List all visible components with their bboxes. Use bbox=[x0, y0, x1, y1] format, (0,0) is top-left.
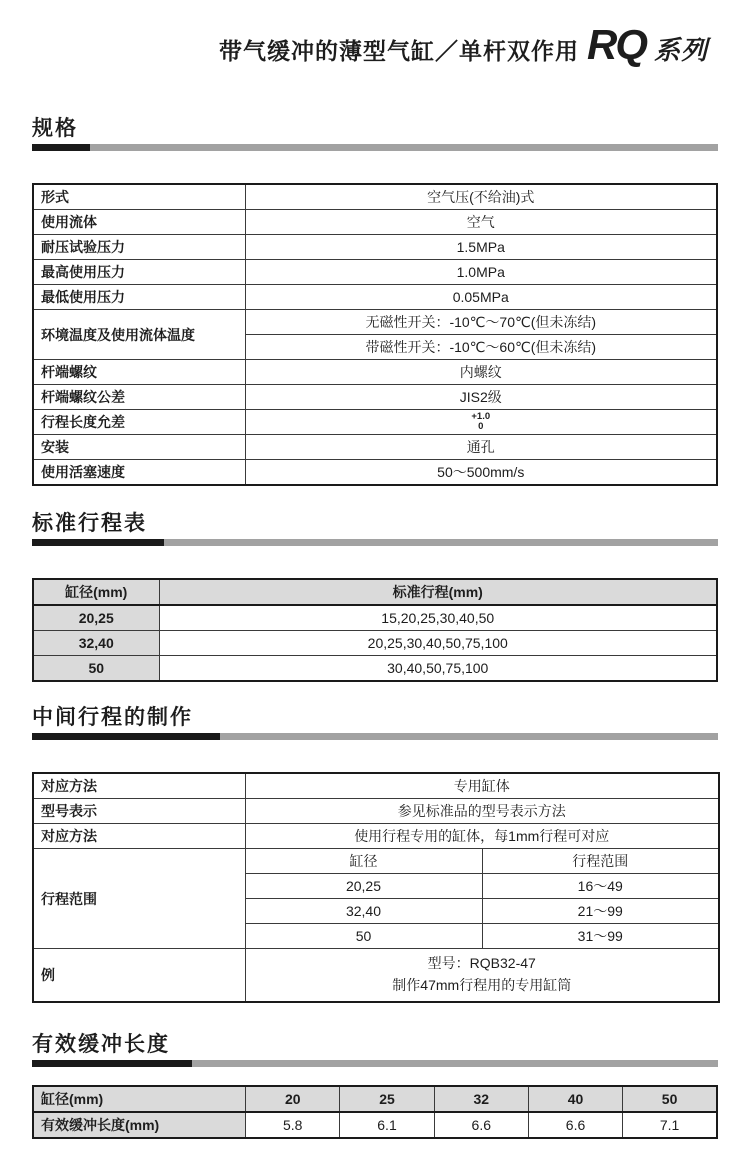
table-row bbox=[33, 360, 717, 385]
table-header-row bbox=[33, 579, 717, 605]
spec-row-label: 安装 bbox=[33, 435, 245, 460]
table-row bbox=[33, 385, 717, 410]
table-row bbox=[33, 435, 717, 460]
table-row bbox=[33, 1112, 717, 1138]
table-row bbox=[33, 949, 719, 1002]
section-standard-stroke bbox=[32, 512, 718, 682]
cushion-header-bore: 50 bbox=[623, 1086, 717, 1112]
intermediate-row-label: 型号表示 bbox=[33, 799, 245, 824]
spec-row-value: 空气压(不给油)式 bbox=[245, 184, 717, 210]
spec-row-value: 1.5MPa bbox=[245, 235, 717, 260]
spec-tolerance-value bbox=[245, 410, 717, 435]
table-row bbox=[33, 605, 717, 631]
section-intermediate-stroke bbox=[32, 706, 718, 1003]
range-row-bore: 32,40 bbox=[245, 899, 482, 924]
spec-row-label-stroke-tolerance: 行程长度允差 bbox=[33, 410, 245, 435]
intermediate-example-label: 例 bbox=[33, 949, 245, 1002]
table-row bbox=[33, 410, 717, 435]
stroke-row-strokes: 20,25,30,40,50,75,100 bbox=[159, 631, 717, 656]
range-col-header-bore: 缸径 bbox=[245, 849, 482, 874]
spec-temp-value-no-switch: 无磁性开关：-10℃～70℃(但未冻结) bbox=[245, 310, 717, 335]
section-underline-bar bbox=[32, 539, 718, 546]
table-row bbox=[33, 184, 717, 210]
spec-row-label: 最高使用压力 bbox=[33, 260, 245, 285]
tolerance-stack bbox=[471, 412, 490, 432]
range-col-header-range: 行程范围 bbox=[482, 849, 719, 874]
table-row bbox=[33, 285, 717, 310]
spec-row-label: 杆端螺纹公差 bbox=[33, 385, 245, 410]
cushion-value: 7.1 bbox=[623, 1112, 717, 1138]
stroke-row-bore: 32,40 bbox=[33, 631, 159, 656]
cushion-header-bore: 32 bbox=[434, 1086, 528, 1112]
spec-row-value: 1.0MPa bbox=[245, 260, 717, 285]
spec-row-value: JIS2级 bbox=[245, 385, 717, 410]
table-row bbox=[33, 460, 717, 486]
table-row bbox=[33, 773, 719, 799]
spec-row-value: 空气 bbox=[245, 210, 717, 235]
table-row bbox=[33, 235, 717, 260]
table-row bbox=[33, 631, 717, 656]
tolerance-lower: 0 bbox=[478, 421, 484, 433]
cushion-header-bore: 40 bbox=[528, 1086, 622, 1112]
table-row bbox=[33, 849, 719, 874]
range-row-range: 31～99 bbox=[482, 924, 719, 949]
section-heading-standard-stroke: 标准行程表 bbox=[32, 512, 147, 536]
section-heading-cushion: 有效缓冲长度 bbox=[32, 1032, 170, 1056]
cushion-value: 5.8 bbox=[246, 1112, 340, 1138]
table-row bbox=[33, 656, 717, 682]
cushion-value: 6.6 bbox=[434, 1112, 528, 1138]
cushion-header-bore-label: 缸径(mm) bbox=[33, 1086, 246, 1112]
section-underline-black-segment bbox=[32, 539, 164, 546]
intermediate-row-value: 参见标准品的型号表示方法 bbox=[245, 799, 719, 824]
spec-temp-value-with-switch: 带磁性开关：-10℃～60℃(但未冻结) bbox=[245, 335, 717, 360]
cushion-value: 6.1 bbox=[340, 1112, 434, 1138]
section-specs bbox=[32, 117, 718, 486]
example-description-line: 制作47mm行程用的专用缸筒 bbox=[392, 977, 572, 994]
stroke-col-header-stroke: 标准行程(mm) bbox=[159, 579, 717, 605]
table-row bbox=[33, 260, 717, 285]
title-series-code: RQ bbox=[586, 21, 646, 68]
stroke-row-strokes: 30,40,50,75,100 bbox=[159, 656, 717, 682]
spec-row-label: 杆端螺纹 bbox=[33, 360, 245, 385]
table-row bbox=[33, 824, 719, 849]
spec-row-value: 内螺纹 bbox=[245, 360, 717, 385]
example-model-line: 型号：RQB32-47 bbox=[427, 955, 536, 972]
section-underline-bar bbox=[32, 733, 718, 740]
intermediate-example-value bbox=[245, 949, 719, 1002]
intermediate-row-value: 使用行程专用的缸体，每1mm行程可对应 bbox=[245, 824, 719, 849]
spec-row-label: 形式 bbox=[33, 184, 245, 210]
spec-row-value: 0.05MPa bbox=[245, 285, 717, 310]
section-underline-black-segment bbox=[32, 144, 90, 151]
title-main-text: 带气缓冲的薄型气缸／单杆双作用 bbox=[218, 38, 579, 64]
intermediate-stroke-table bbox=[32, 772, 720, 1002]
section-heading-specs: 规格 bbox=[32, 117, 78, 140]
stroke-row-bore: 50 bbox=[33, 656, 159, 682]
page-title bbox=[0, 0, 750, 67]
stroke-col-header-bore: 缸径(mm) bbox=[33, 579, 159, 605]
specs-table bbox=[32, 183, 718, 486]
spec-row-label: 耐压试验压力 bbox=[33, 235, 245, 260]
intermediate-row-label: 对应方法 bbox=[33, 773, 245, 799]
spec-row-label: 使用流体 bbox=[33, 210, 245, 235]
intermediate-range-label: 行程范围 bbox=[33, 849, 245, 949]
section-underline-black-segment bbox=[32, 1060, 192, 1067]
tolerance-upper: +1.0 bbox=[471, 411, 491, 423]
spec-row-label: 使用活塞速度 bbox=[33, 460, 245, 486]
table-row bbox=[33, 210, 717, 235]
range-row-range: 16～49 bbox=[482, 874, 719, 899]
intermediate-row-value: 专用缸体 bbox=[245, 773, 719, 799]
cushion-value: 6.6 bbox=[528, 1112, 622, 1138]
range-row-range: 21～99 bbox=[482, 899, 719, 924]
section-underline-bar bbox=[32, 1060, 718, 1067]
cushion-value-label: 有效缓冲长度(mm) bbox=[33, 1112, 246, 1138]
section-underline-bar bbox=[32, 144, 718, 151]
range-row-bore: 20,25 bbox=[245, 874, 482, 899]
spec-row-label: 最低使用压力 bbox=[33, 285, 245, 310]
title-series-suffix: 系列 bbox=[653, 35, 708, 65]
spec-row-value: 通孔 bbox=[245, 435, 717, 460]
section-heading-intermediate: 中间行程的制作 bbox=[32, 706, 193, 730]
cushion-length-table bbox=[32, 1085, 718, 1139]
range-row-bore: 50 bbox=[245, 924, 482, 949]
intermediate-row-label: 对应方法 bbox=[33, 824, 245, 849]
section-cushion-length bbox=[32, 1033, 718, 1139]
table-row bbox=[33, 799, 719, 824]
cushion-header-bore: 25 bbox=[340, 1086, 434, 1112]
stroke-row-bore: 20,25 bbox=[33, 605, 159, 631]
spec-row-label-temperature: 环境温度及使用流体温度 bbox=[33, 310, 245, 360]
table-row bbox=[33, 310, 717, 335]
stroke-row-strokes: 15,20,25,30,40,50 bbox=[159, 605, 717, 631]
cushion-header-bore: 20 bbox=[246, 1086, 340, 1112]
section-underline-black-segment bbox=[32, 733, 220, 740]
standard-stroke-table bbox=[32, 578, 718, 682]
table-header-row bbox=[33, 1086, 717, 1112]
spec-row-value: 50～500mm/s bbox=[245, 460, 717, 486]
